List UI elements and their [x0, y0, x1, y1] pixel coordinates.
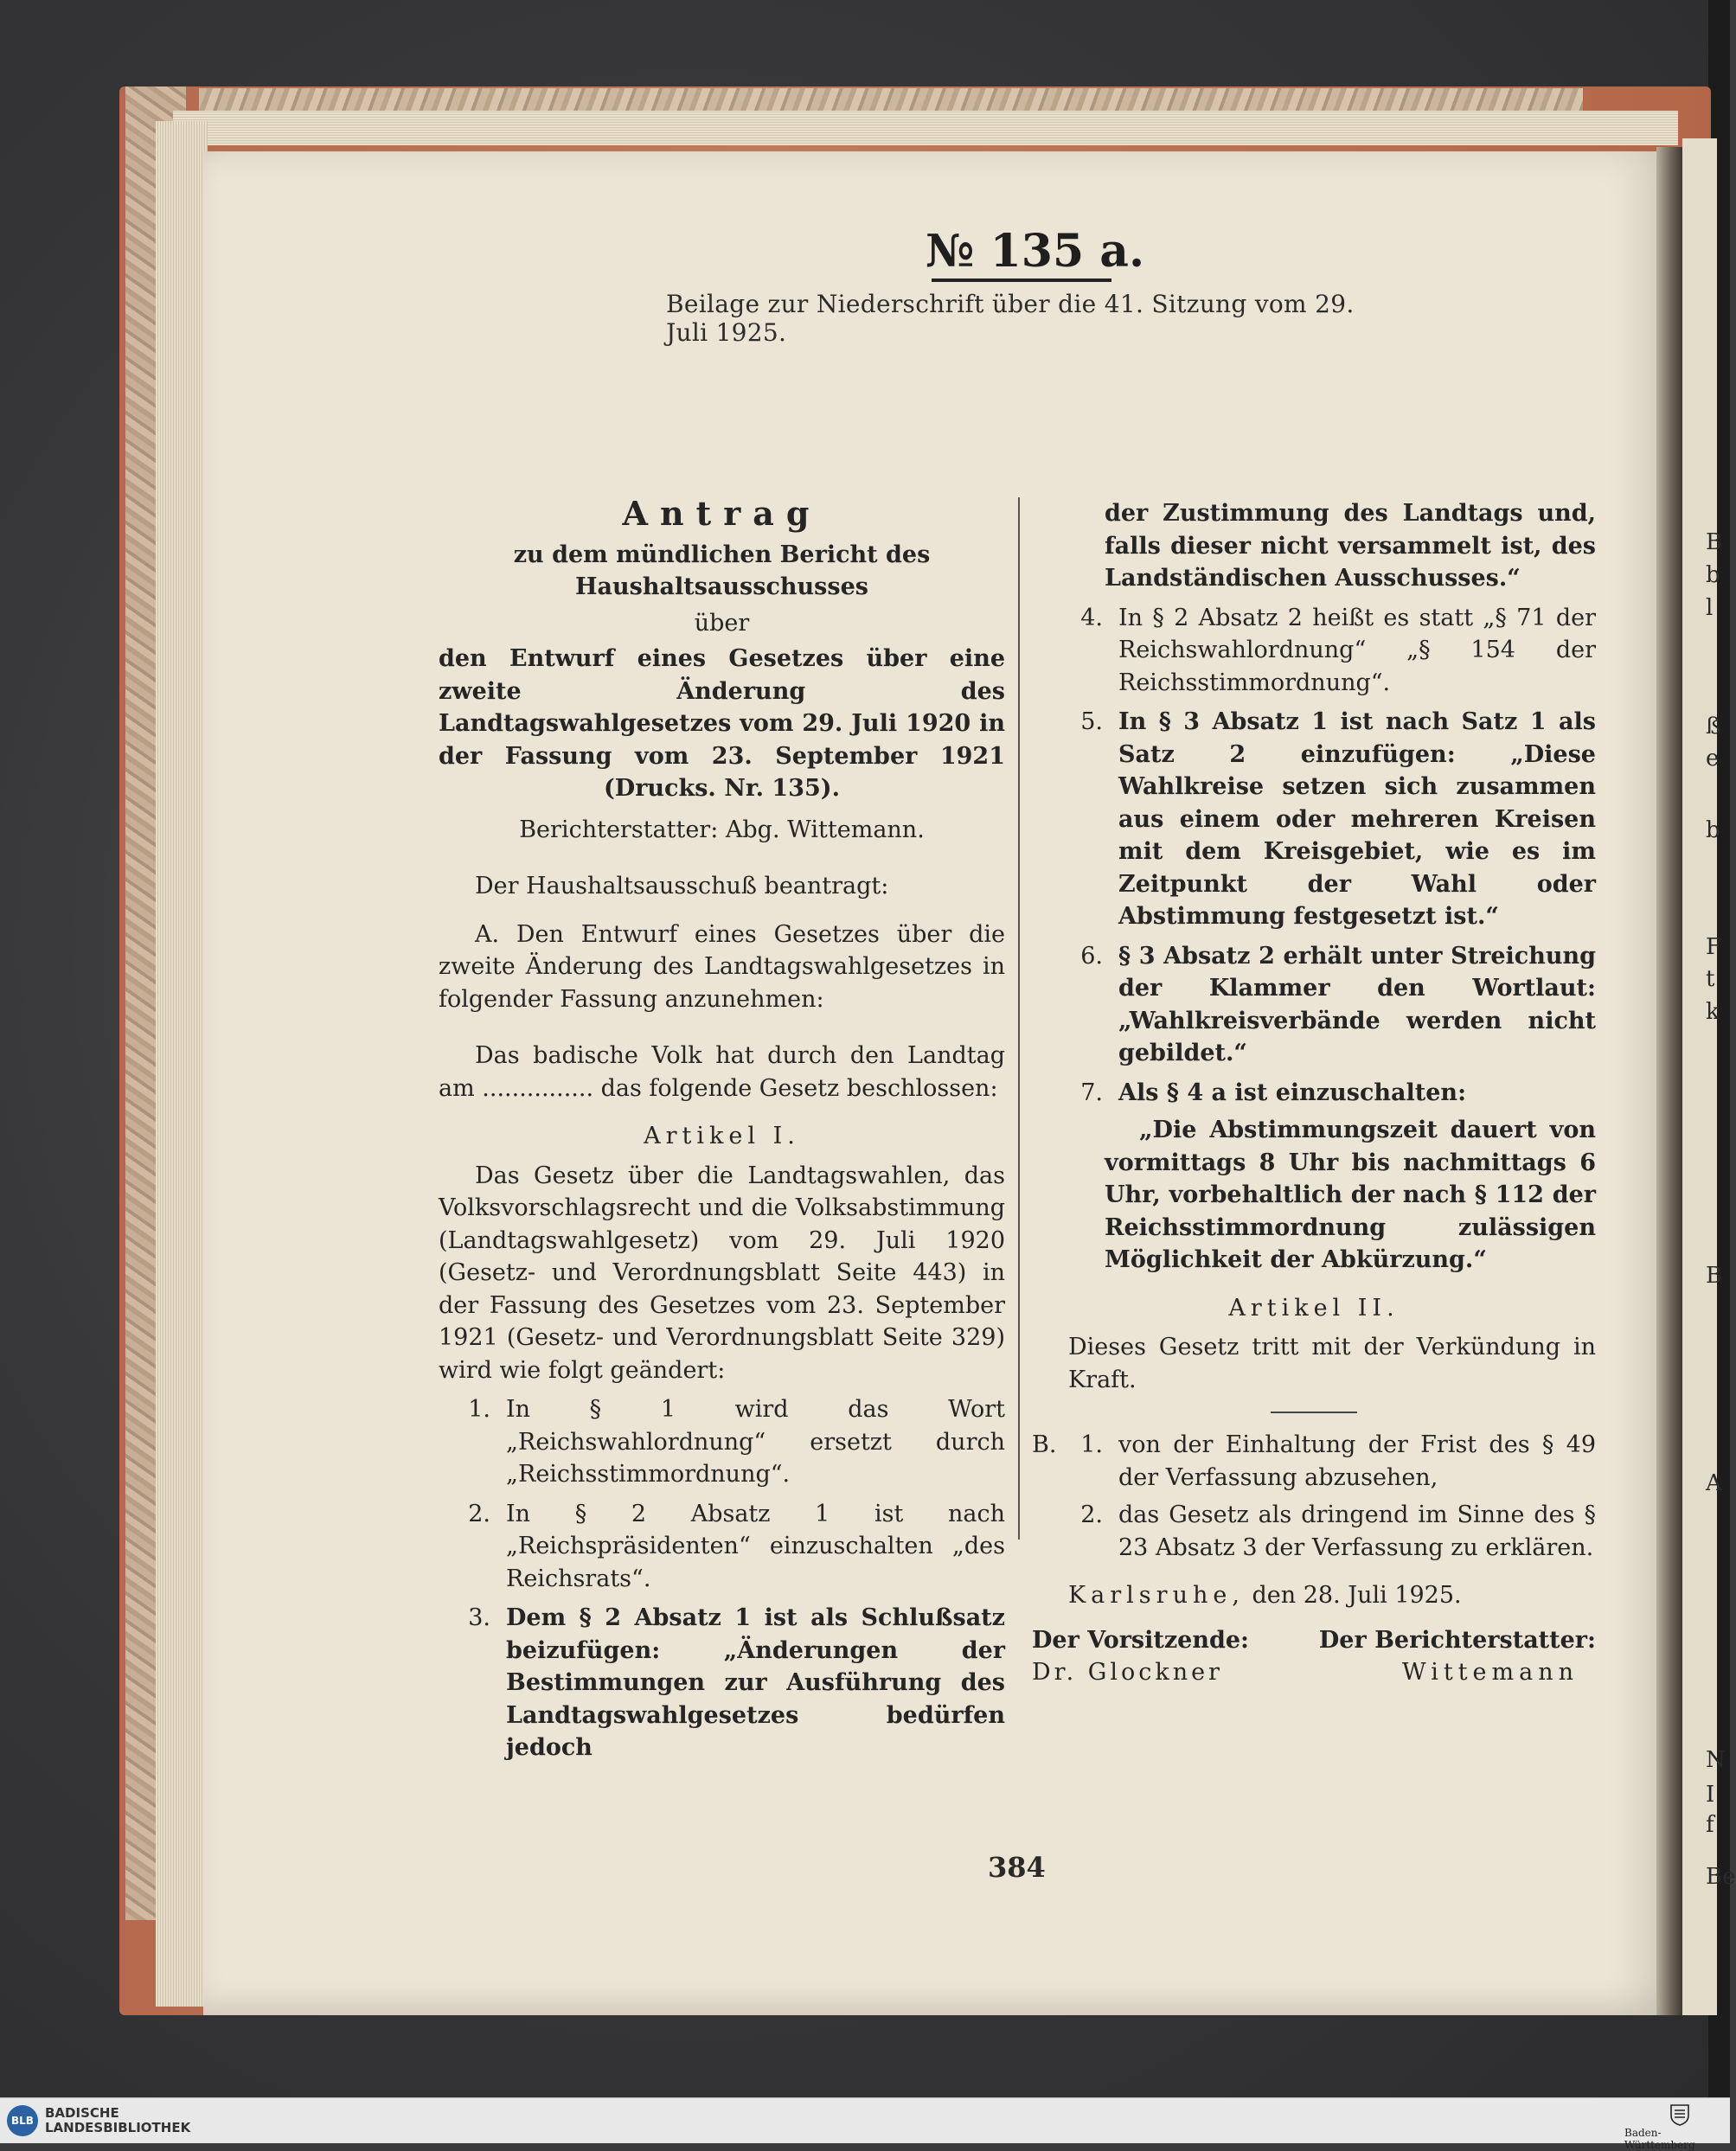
state-label: Baden-Württemberg — [1624, 2127, 1695, 2151]
column-divider — [1018, 497, 1020, 1540]
motion-line-2: über — [694, 609, 750, 637]
list-item-text: von der Einhaltung der Frist des § 49 der Verfassung abzusehen, — [1118, 1431, 1596, 1491]
article-2-heading: Artikel II. — [1228, 1294, 1400, 1322]
list-item-number: 1. — [1080, 1431, 1103, 1458]
separator-rule — [1271, 1412, 1357, 1413]
list-item-text: In § 1 wird das Wort „Reichswahlordnung“ ersetzt durch „Reichsstimmordnung“. — [506, 1396, 1005, 1488]
viewer-footer — [0, 2097, 1730, 2151]
fragment: f — [1706, 1812, 1714, 1838]
fragment: Be — [1706, 1864, 1736, 1890]
facing-page-strip — [1682, 138, 1720, 2015]
fragment: e — [1706, 746, 1720, 771]
list-item-number: 2. — [468, 1500, 490, 1527]
list-item-number: 4. — [1080, 604, 1103, 631]
list-item-number: 7. — [1080, 1079, 1103, 1106]
fragment: ß — [1706, 714, 1721, 739]
list-item-text: Als § 4 a ist einzuschalten: — [1118, 1079, 1467, 1106]
fragment: I — [1706, 1782, 1715, 1808]
motion-title: Antrag — [622, 494, 822, 533]
motion-line-1: zu dem mündlichen Bericht des Haushaltsausschusses — [513, 541, 931, 600]
article-2-text: Dieses Gesetz tritt mit der Verkündung in Kraft. — [1068, 1334, 1596, 1393]
fragment: t — [1706, 966, 1715, 992]
fragment: F — [1706, 934, 1722, 960]
committee-motion: Der Haushaltsausschuß beantragt: — [475, 873, 889, 899]
fragment: l — [1706, 595, 1714, 621]
list-item-text: In § 2 Absatz 2 heißt es statt „§ 71 der Reichswahlordnung“ „§ 154 der Reichsstimmordnung“. — [1118, 604, 1596, 696]
list-item — [1032, 1077, 1596, 1110]
fragment: N — [1706, 1747, 1726, 1773]
list-item-number: 1. — [468, 1396, 490, 1423]
list-item — [1032, 1429, 1596, 1494]
list-item-number: 2. — [1080, 1501, 1103, 1528]
document-subtitle: Beilage zur Niederschrift über die 41. Sitzung vom 29. Juli 1925. — [666, 290, 1355, 347]
list-item — [1032, 940, 1596, 1070]
library-name-line-2: LANDESBIBLIOTHEK — [45, 2120, 191, 2135]
fragment: b — [1706, 817, 1720, 843]
list-item-number: 3. — [468, 1604, 490, 1631]
list-item — [1032, 1499, 1596, 1564]
page-block-top — [173, 111, 1678, 145]
reporter-name: Wittemann — [1401, 1659, 1579, 1686]
list-item-text: § 3 Absatz 2 erhält unter Streichung der Klammer den Wortlaut: „Wahlkreisverbände werden nicht gebildet.“ — [1118, 942, 1596, 1066]
chair-label: Der Vorsitzende: — [1032, 1626, 1250, 1654]
reporter-line: Berichterstatter: Abg. Wittemann. — [519, 816, 925, 843]
list-item-number: 5. — [1080, 708, 1103, 735]
blb-logo-icon[interactable]: BLB — [7, 2105, 38, 2136]
list-item-text: das Gesetz als dringend im Sinne des § 23 Absatz 3 der Verfassung zu erklären. — [1118, 1501, 1596, 1561]
list-item — [1032, 602, 1596, 700]
section-4a-quote: „Die Abstimmungszeit dauert von vormittags 8 Uhr bis nachmittags 6 Uhr, vorbehaltlich der nach § 112 der Reichsstimmordnung zulässigen Möglichkeit der Abkürzung.“ — [1105, 1117, 1596, 1273]
document-number: № 135 a. — [926, 225, 1145, 278]
library-name[interactable] — [45, 2106, 190, 2135]
fragment: k — [1706, 999, 1720, 1025]
place-date — [1032, 1579, 1596, 1612]
list-item — [439, 1602, 1005, 1764]
library-name-line-1: BADISCHE — [45, 2105, 119, 2121]
fragment: B — [1706, 529, 1723, 555]
place-name: Karlsruhe, — [1068, 1582, 1245, 1609]
list-item — [439, 1393, 1005, 1491]
right-column — [1032, 497, 1596, 1689]
date-text: den 28. Juli 1925. — [1244, 1582, 1462, 1609]
article-1-text: Das Gesetz über die Landtagswahlen, das Volksvorschlagsrecht und die Volksabstimmung (Landtagswahlgesetz) vom 29. Juli 1920 (Gesetz- und Verordnungsblatt Seite 443) in der Fassung des Gesetzes vom 23. September 1921 (Gesetz- und Verordnungsblatt Seite 329) wird wie folgt geändert: — [439, 1162, 1005, 1384]
list-item-number: 6. — [1080, 942, 1103, 970]
coat-of-arms-icon[interactable] — [1669, 2103, 1690, 2126]
document-number-underline — [932, 278, 1111, 282]
left-column — [439, 494, 1005, 1764]
section-b-label: B. — [1032, 1431, 1057, 1458]
list-item — [1032, 706, 1596, 933]
fragment: A — [1706, 1470, 1722, 1496]
page-block-side — [156, 121, 208, 2007]
list-item-text: Dem § 2 Absatz 1 ist als Schlußsatz beizufügen: „Änderungen der Bestimmungen zur Ausführung des Landtagswahlgesetzes bedürfen jedoch — [506, 1604, 1005, 1761]
reporter-label: Der Berichterstatter: — [1318, 1626, 1596, 1654]
list-item-text: In § 3 Absatz 1 ist nach Satz 1 als Satz 2 einzufügen: „Diese Wahlkreise setzen sich zusammen aus einem oder mehreren Kreisen mit dem Kreisgebiet, wie es im Zeitpunkt der Wahl oder Abstimmung festgesetzt ist.“ — [1118, 708, 1596, 930]
list-item — [439, 1498, 1005, 1596]
book-gutter — [1656, 147, 1682, 2015]
page-number: 384 — [988, 1851, 1046, 1884]
signature-names — [1032, 1656, 1596, 1689]
continued-text: der Zustimmung des Landtags und, falls dieser nicht versammelt ist, des Landständischen Ausschusses.“ — [1105, 500, 1596, 592]
fragment: B — [1706, 1263, 1723, 1289]
section-a-text: A. Den Entwurf eines Gesetzes über die zweite Änderung des Landtagswahlgesetzes in folgender Fassung anzunehmen: — [439, 920, 1005, 1013]
fragment: b — [1706, 562, 1720, 588]
chair-name: Dr. Glockner — [1032, 1659, 1223, 1686]
enactment-clause: Das badische Volk hat durch den Landtag am ............... das folgende Gesetz beschlossen: — [439, 1042, 1005, 1102]
list-item-text: In § 2 Absatz 1 ist nach „Reichspräsidenten“ einzuschalten „des Reichsrats“. — [506, 1500, 1005, 1592]
motion-subject: den Entwurf eines Gesetzes über eine zweite Änderung des Landtagswahlgesetzes vom 29. Juli 1920 in der Fassung vom 23. September 1921 (Drucks. Nr. 135). — [439, 645, 1005, 802]
article-1-heading: Artikel I. — [644, 1123, 800, 1149]
signature-labels — [1032, 1624, 1596, 1657]
